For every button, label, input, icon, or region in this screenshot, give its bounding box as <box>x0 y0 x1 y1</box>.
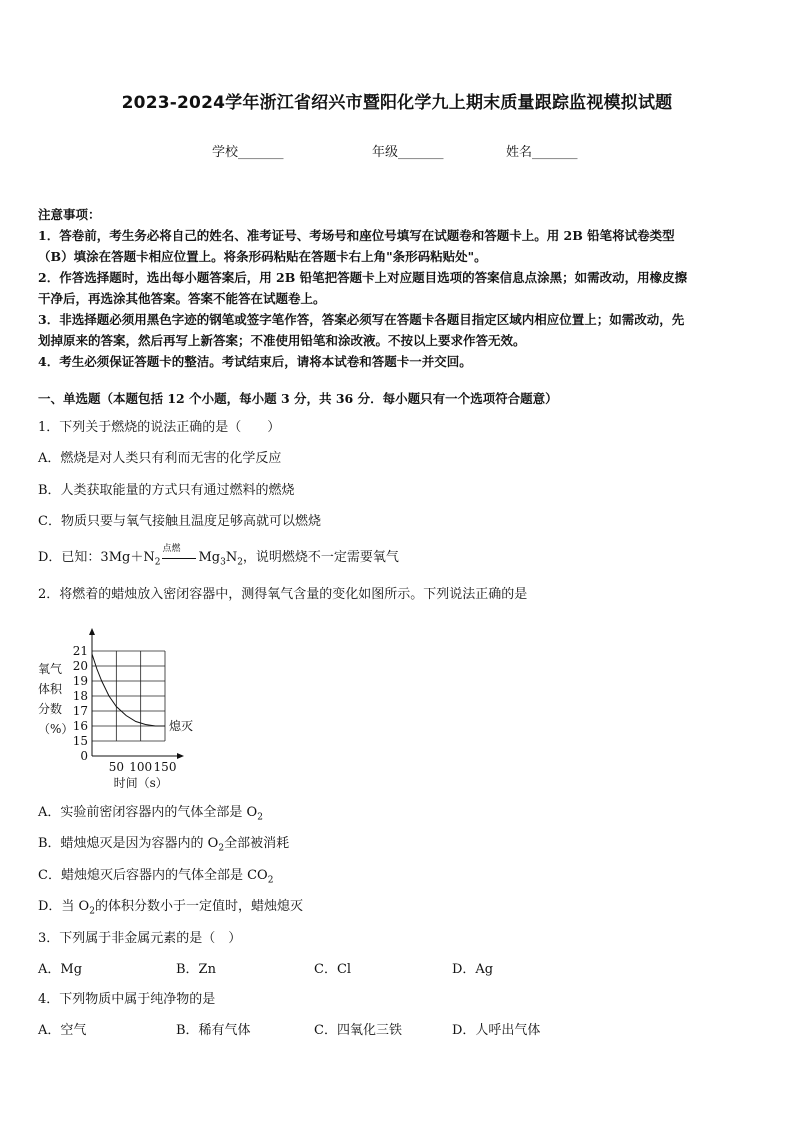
y-tick-label: 0 <box>80 749 88 763</box>
q2-d-text: D．当 O <box>38 899 90 914</box>
q1-d-sub: 2 <box>154 557 161 568</box>
q3-option-d: D．Ag <box>452 962 494 977</box>
notes-line: 2．作答选择题时，选出每小题答案后，用 2B 铅笔把答题卡上对应题目选项的答案信息点涂黑；如需改动，用橡皮擦 <box>38 270 688 285</box>
section-heading: 一、单选题（本题包括 12 个小题，每小题 3 分，共 36 分．每小题只有一个选项符合题意） <box>38 391 558 406</box>
q2-d-sub: 2 <box>89 906 95 917</box>
q1-d-sub: 2 <box>237 557 243 568</box>
q2-a-text: A．实验前密闭容器内的气体全部是 O <box>38 805 258 820</box>
condition-label: 点燃 <box>162 544 181 554</box>
q1-stem: 1．下列关于燃烧的说法正确的是（ ） <box>38 420 281 435</box>
x-tick-label: 50 <box>108 760 124 774</box>
notes-line: 3．非选择题必须用黑色字迹的钢笔或签字笔作答，答案必须写在答题卡各题目指定区域内相应位置上；如需改动，先 <box>38 312 685 327</box>
grade-field: 年级_______ <box>372 145 444 160</box>
q1-option-a: A．燃烧是对人类只有利而无害的化学反应 <box>38 451 282 466</box>
q2-c-text: C．蜡烛熄灭后容器内的气体全部是 CO <box>38 868 268 883</box>
y-tick-label: 21 <box>72 644 88 658</box>
q2-option-b <box>38 832 289 854</box>
y-tick-label: 15 <box>72 734 88 748</box>
notes-line: （B）填涂在答题卡相应位置上。将条形码粘贴在答题卡右上角"条形码粘贴处"。 <box>38 249 487 264</box>
q2-option-a <box>38 801 263 823</box>
x-tick-label: 150 <box>153 760 177 774</box>
notes-block <box>38 204 760 372</box>
q2-a-sub: 2 <box>257 812 263 823</box>
q1-d-product: Mg <box>198 550 221 565</box>
q2-b-text: 全部被消耗 <box>224 836 290 851</box>
oxygen-curve <box>92 654 165 726</box>
q4-option-c: C．四氧化三铁 <box>314 1023 402 1038</box>
q4-option-a: A．空气 <box>38 1023 87 1038</box>
q2-c-sub: 2 <box>267 875 274 886</box>
y-axis-label: （%） <box>38 722 74 736</box>
q1-option-d <box>38 546 399 568</box>
extinguish-annotation: 熄灭 <box>169 719 194 733</box>
x-axis-arrow <box>177 753 184 759</box>
q1-d-product: N <box>225 550 238 565</box>
q1-option-b: B．人类获取能量的方式只有通过燃料的燃烧 <box>38 483 295 498</box>
q3-option-a: A．Mg <box>38 962 83 977</box>
y-axis-arrow <box>89 628 95 635</box>
y-tick-label: 20 <box>72 659 88 673</box>
q2-b-sub: 2 <box>218 843 225 854</box>
q2-option-d <box>38 895 303 917</box>
oxygen-chart <box>34 625 214 790</box>
y-axis-label: 氧气 <box>38 662 63 676</box>
y-axis-label: 体积 <box>38 682 63 696</box>
q3-option-b: B．Zn <box>176 962 216 977</box>
notes-line: 1．答卷前，考生务必将自己的姓名、准考证号、考场号和座位号填写在试题卷和答题卡上。用 2B 铅笔将试卷类型 <box>38 228 675 243</box>
q3-stem: 3．下列属于非金属元素的是（ ） <box>38 931 242 946</box>
y-tick-label: 17 <box>72 704 88 718</box>
y-tick-label: 18 <box>72 689 88 703</box>
x-axis-label: 时间（s） <box>113 776 168 790</box>
notes-line: 划掉原来的答案，然后再写上新答案；不准使用铅笔和涂改液。不按以上要求作答无效。 <box>38 333 526 348</box>
q1-d-suffix: ，说明燃烧不一定需要氧气 <box>242 550 399 565</box>
y-tick-label: 19 <box>72 674 88 688</box>
x-tick-label: 100 <box>129 760 153 774</box>
q1-d-prefix: D．已知：3Mg＋N <box>38 550 155 565</box>
notes-line: 干净后，再选涂其他答案。答案不能答在试题卷上。 <box>38 291 326 306</box>
q3-option-c: C．Cl <box>314 962 352 977</box>
q2-option-c <box>38 864 273 886</box>
name-field: 姓名_______ <box>506 145 578 160</box>
y-tick-label: 16 <box>72 719 88 733</box>
q1-option-c: C．物质只要与氧气接触且温度足够高就可以燃烧 <box>38 514 321 529</box>
q1-d-sub: 3 <box>220 557 226 568</box>
q4-option-b: B．稀有气体 <box>176 1023 251 1038</box>
q4-stem: 4．下列物质中属于纯净物的是 <box>38 992 216 1007</box>
notes-line: 4．考生必须保证答题卡的整洁。考试结束后，请将本试卷和答题卡一并交回。 <box>38 354 472 369</box>
y-axis-label: 分数 <box>38 702 63 716</box>
q4-option-d: D．人呼出气体 <box>452 1023 541 1038</box>
school-field: 学校_______ <box>212 145 284 160</box>
page-title: 2023-2024学年浙江省绍兴市暨阳化学九上期末质量跟踪监视模拟试题 <box>121 93 673 113</box>
notes-heading: 注意事项： <box>38 207 101 222</box>
q2-b-text: B．蜡烛熄灭是因为容器内的 O <box>38 836 219 851</box>
q2-d-text: 的体积分数小于一定值时，蜡烛熄灭 <box>94 899 303 914</box>
reaction-condition <box>160 544 198 565</box>
q2-stem: 2．将燃着的蜡烛放入密闭容器中，测得氧气含量的变化如图所示。下列说法正确的是 <box>38 587 528 602</box>
